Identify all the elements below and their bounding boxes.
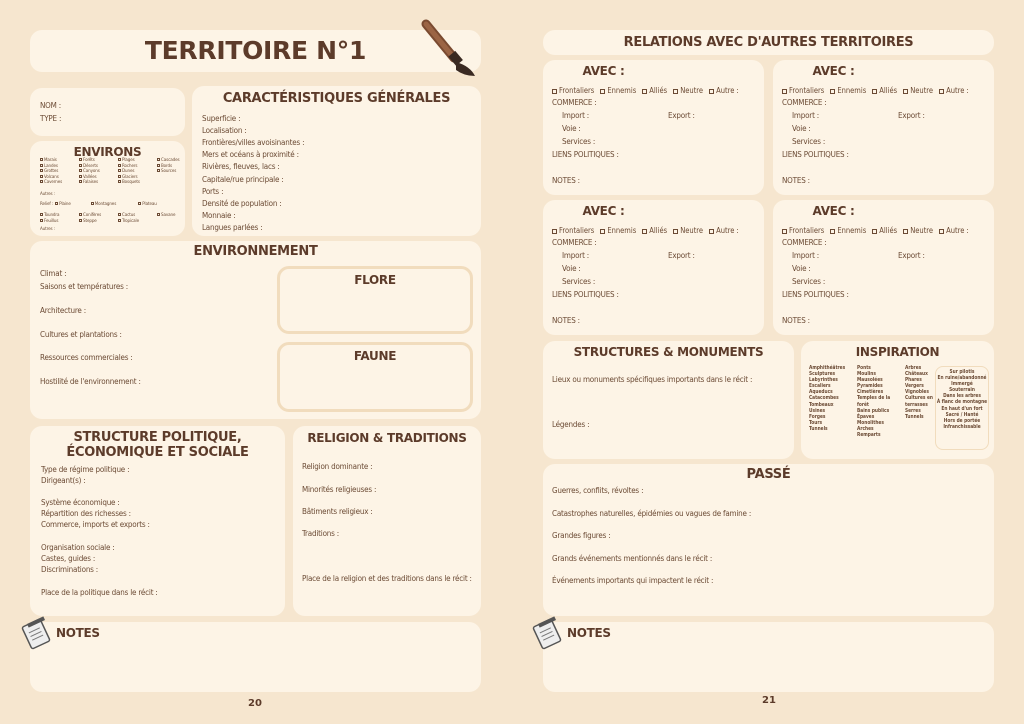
checkbox-icon[interactable] (830, 229, 835, 234)
passe-line: Guerres, conflits, révoltes : (552, 486, 644, 495)
inspiration-title: INSPIRATION (855, 345, 940, 359)
climat-option-label: Cactus (122, 213, 136, 218)
environs-option-label: Forêts (83, 158, 95, 163)
voie-label: Voie : (792, 264, 811, 273)
checkbox-icon[interactable] (552, 89, 557, 94)
liens-label: LIENS POLITIQUES : (782, 150, 849, 159)
relation-option: Ennemis (607, 86, 637, 95)
relief-row (40, 202, 179, 208)
religion-line: Place de la religion et des traditions dans le récit : (302, 574, 472, 583)
checkbox-icon[interactable] (600, 89, 605, 94)
environnement-line: Cultures et plantations : (40, 330, 122, 339)
relation-option: Ennemis (837, 86, 867, 95)
export-label: Export : (898, 111, 925, 120)
environs-title: ENVIRONS (73, 145, 142, 159)
services-label: Services : (562, 137, 596, 146)
environs-autres: Autres : (40, 192, 55, 197)
checkbox-icon[interactable] (157, 169, 160, 172)
checkbox-icon[interactable] (642, 229, 647, 234)
checkbox-icon[interactable] (118, 164, 121, 167)
relation-option: Ennemis (837, 226, 867, 235)
politique-title-line1: STRUCTURE POLITIQUE, (73, 430, 242, 445)
checkbox-icon[interactable] (138, 202, 141, 205)
voie-label: Voie : (792, 124, 811, 133)
relation-checkboxes (782, 226, 975, 236)
environs-option-label: Marais (44, 158, 57, 163)
relation-option: Alliés (649, 226, 668, 235)
checkbox-icon[interactable] (79, 175, 82, 178)
climat-option (157, 213, 175, 219)
checkbox-icon[interactable] (40, 158, 43, 161)
commerce-label: COMMERCE : (552, 238, 597, 247)
relations-title: RELATIONS AVEC D'AUTRES TERRITOIRES (623, 35, 914, 50)
environs-option-label: Cascades (161, 158, 180, 163)
export-label: Export : (668, 111, 695, 120)
passe-line: Événements importants qui impactent le récit : (552, 576, 714, 585)
export-label: Export : (668, 251, 695, 260)
passe-line: Grandes figures : (552, 531, 611, 540)
import-label: Import : (792, 251, 819, 260)
inspiration-col4: Sur pilotis En ruine/abandonné Immergé Souterrain Dans les arbres À flanc de montagne En haut d'un fort Sacré / Hanté Hors de portée Infranchissable (936, 370, 988, 430)
caracteristique-line: Langues parlées : (202, 222, 263, 232)
checkbox-icon[interactable] (118, 219, 121, 222)
checkbox-icon[interactable] (118, 169, 121, 172)
faune-title: FAUNE (353, 349, 397, 363)
checkbox-icon[interactable] (40, 180, 43, 183)
relation-option: Frontaliers (559, 226, 595, 235)
checkbox-icon[interactable] (118, 213, 121, 216)
relation-option: Alliés (649, 86, 668, 95)
checkbox-icon[interactable] (830, 89, 835, 94)
liens-label: LIENS POLITIQUES : (552, 290, 619, 299)
page-title: TERRITOIRE N°1 (144, 36, 367, 65)
climat-option-label: Steppe (83, 219, 97, 224)
inspiration-col1: Amphithéâtres Sculptures Labyrinthes Escaliers Aqueducs Catacombes Tombeaux Usines Forges Tours Tunnels (809, 366, 846, 432)
structures-title: STRUCTURES & MONUMENTS (573, 345, 764, 359)
checkbox-icon[interactable] (709, 229, 714, 234)
relation-option: Autre : (716, 226, 739, 235)
environs-option-label: Plages (122, 158, 135, 163)
relation-option: Alliés (879, 86, 898, 95)
checkbox-icon[interactable] (939, 89, 944, 94)
climat-option-label: Feuillus (44, 219, 59, 224)
caracteristique-line: Capitale/rue principale : (202, 174, 284, 184)
avec-title: AVEC : (582, 64, 625, 78)
relation-checkboxes (552, 226, 745, 236)
checkbox-icon[interactable] (40, 175, 43, 178)
checkbox-icon[interactable] (782, 89, 787, 94)
avec-title: AVEC : (582, 204, 625, 218)
environs-option (157, 169, 176, 175)
checkbox-icon[interactable] (872, 89, 877, 94)
relief-label: Relief : (40, 202, 54, 207)
services-label: Services : (562, 277, 596, 286)
checkbox-icon[interactable] (118, 180, 121, 183)
import-label: Import : (562, 111, 589, 120)
checkbox-icon[interactable] (709, 89, 714, 94)
climat-option (118, 213, 135, 219)
checkbox-icon[interactable] (157, 158, 160, 161)
avec-notes-label: NOTES : (552, 316, 580, 325)
environs-option (40, 180, 62, 186)
commerce-label: COMMERCE : (552, 98, 597, 107)
environs-option-label: Canyons (83, 169, 100, 175)
caracteristique-line: Frontières/villes avoisinantes : (202, 138, 305, 148)
checkbox-icon[interactable] (79, 169, 82, 172)
relation-option: Neutre (910, 86, 934, 95)
passe-title: PASSÉ (746, 467, 791, 482)
relation-option: Autre : (716, 86, 739, 95)
environnement-title: ENVIRONNEMENT (193, 244, 318, 259)
religion-box (293, 426, 481, 616)
services-label: Services : (792, 277, 826, 286)
climat-option (118, 219, 139, 225)
environnement-line: Architecture : (40, 306, 86, 315)
relief-option: Plateau (142, 202, 157, 207)
voie-label: Voie : (562, 264, 581, 273)
import-label: Import : (792, 111, 819, 120)
environs-option-label: Rochers (122, 163, 138, 169)
environs-option-label: Vallées (83, 174, 97, 180)
caracteristique-line: Mers et océans à proximité : (202, 150, 299, 160)
caracteristique-line: Localisation : (202, 126, 247, 136)
environnement-line: Hostilité de l'environnement : (40, 377, 141, 386)
religion-line: Religion dominante : (302, 462, 373, 471)
import-label: Import : (562, 251, 589, 260)
relation-option: Neutre (680, 226, 704, 235)
checkbox-icon[interactable] (118, 175, 121, 178)
checkbox-icon[interactable] (40, 219, 43, 222)
environs-autres-2: Autres : (40, 227, 55, 232)
voie-label: Voie : (562, 124, 581, 133)
identity-box (30, 88, 185, 136)
climat-option (79, 213, 101, 219)
liens-label: LIENS POLITIQUES : (782, 290, 849, 299)
caracteristique-line: Densité de population : (202, 198, 282, 208)
avec-notes-label: NOTES : (782, 316, 810, 325)
checkbox-icon[interactable] (903, 229, 908, 234)
climat-option-label: Tropicale (122, 219, 139, 224)
structures-lieux: Lieux ou monuments spécifiques importants dans le récit : (552, 375, 753, 384)
avec-title: AVEC : (812, 204, 855, 218)
avec-notes-label: NOTES : (782, 176, 810, 185)
checkbox-icon[interactable] (642, 89, 647, 94)
checkbox-icon[interactable] (903, 89, 908, 94)
relation-option: Autre : (946, 226, 969, 235)
politique-line: Discriminations : (41, 565, 99, 574)
politique-line: Répartition des richesses : (41, 509, 131, 518)
checkbox-icon[interactable] (79, 158, 82, 161)
environs-option-label: Sources (161, 169, 177, 175)
page-number-right: 21 (762, 695, 776, 706)
checkbox-icon[interactable] (157, 164, 160, 167)
checkbox-icon[interactable] (673, 89, 678, 94)
checkbox-icon[interactable] (55, 202, 58, 205)
politique-line: Organisation sociale : (41, 543, 115, 552)
nom-label: NOM : (40, 101, 61, 110)
environs-option-label: Landes (44, 163, 58, 169)
climat-option (40, 219, 58, 225)
climat-option (40, 213, 59, 219)
export-label: Export : (898, 251, 925, 260)
notes-title-right: NOTES (567, 626, 611, 640)
environs-option-label: Falaises (83, 180, 99, 186)
relation-option: Neutre (680, 86, 704, 95)
relation-option: Neutre (910, 226, 934, 235)
relation-option: Frontaliers (789, 226, 825, 235)
relation-option: Frontaliers (789, 86, 825, 95)
page-number-left: 20 (248, 698, 262, 709)
politique-line: Castes, guides : (41, 554, 96, 563)
checkbox-icon[interactable] (600, 229, 605, 234)
relief-option: Montagnes (94, 202, 117, 207)
commerce-label: COMMERCE : (782, 98, 827, 107)
environnement-line: Saisons et températures : (40, 282, 128, 291)
avec-title: AVEC : (812, 64, 855, 78)
environs-option-label: Volcans (44, 174, 59, 180)
religion-line: Traditions : (302, 529, 340, 538)
checkbox-icon[interactable] (40, 164, 43, 167)
environs-option-label: Bords (161, 163, 173, 169)
politique-title-line2: ÉCONOMIQUE ET SOCIALE (66, 445, 249, 460)
notepad-icon (20, 616, 54, 650)
commerce-label: COMMERCE : (782, 238, 827, 247)
paintbrush-icon (420, 18, 480, 80)
environnement-line: Ressources commerciales : (40, 353, 133, 362)
caracteristique-line: Ports : (202, 186, 224, 196)
environs-option-label: Déserts (83, 163, 98, 169)
type-label: TYPE : (40, 114, 62, 123)
checkbox-icon[interactable] (552, 229, 557, 234)
climat-option-label: Toundra (44, 213, 60, 218)
checkbox-icon[interactable] (872, 229, 877, 234)
politique-line: Type de régime politique : (41, 465, 130, 474)
checkbox-icon[interactable] (79, 180, 82, 183)
environs-option-label: Glaciers (122, 174, 138, 180)
relief-option: Plaine (59, 202, 71, 207)
relation-checkboxes (782, 86, 975, 96)
checkbox-icon[interactable] (79, 164, 82, 167)
climat-option-label: Conifères (83, 213, 102, 218)
politique-line: Système économique : (41, 498, 120, 507)
passe-line: Grands événements mentionnés dans le récit : (552, 554, 713, 563)
environs-option-label: Dunes (122, 169, 135, 175)
caracteristique-line: Superficie : (202, 114, 241, 123)
religion-line: Minorités religieuses : (302, 485, 377, 494)
politique-line: Place de la politique dans le récit : (41, 588, 158, 597)
checkbox-icon[interactable] (91, 202, 94, 205)
caracteristique-line: Rivières, fleuves, lacs : (202, 162, 280, 172)
climat-option (79, 219, 97, 225)
notepad-icon (531, 616, 565, 650)
religion-title: RELIGION & TRADITIONS (307, 431, 467, 445)
relation-option: Alliés (879, 226, 898, 235)
checkbox-icon[interactable] (40, 213, 43, 216)
relation-option: Ennemis (607, 226, 637, 235)
politique-line: Dirigeant(s) : (41, 476, 86, 485)
environs-option (118, 180, 140, 186)
environs-option-label: Cavernes (44, 180, 63, 186)
environs-option-label: Bosquets (122, 180, 140, 186)
inspiration-col2: Ponts Moulins Mausolées Pyramides Cimetières Temples de la forêt Bains publics Épaves Monolithes Arches Remparts (857, 366, 891, 439)
checkbox-icon[interactable] (939, 229, 944, 234)
environnement-line: Climat : (40, 269, 67, 278)
notes-title-left: NOTES (56, 626, 100, 640)
checkbox-icon[interactable] (118, 158, 121, 161)
climat-option-label: Savane (161, 213, 176, 218)
politique-line: Commerce, imports et exports : (41, 520, 150, 529)
checkbox-icon[interactable] (782, 229, 787, 234)
caracteristiques-title: CARACTÉRISTIQUES GÉNÉRALES (222, 91, 451, 106)
flore-title: FLORE (354, 273, 396, 287)
checkbox-icon[interactable] (157, 213, 160, 216)
structures-legendes: Légendes : (552, 420, 590, 429)
religion-line: Bâtiments religieux : (302, 507, 373, 516)
checkbox-icon[interactable] (40, 169, 43, 172)
passe-line: Catastrophes naturelles, épidémies ou vagues de famine : (552, 509, 752, 518)
avec-notes-label: NOTES : (552, 176, 580, 185)
relation-option: Frontaliers (559, 86, 595, 95)
environs-option-label: Grottes (44, 169, 59, 175)
relation-checkboxes (552, 86, 745, 96)
checkbox-icon[interactable] (79, 219, 82, 222)
liens-label: LIENS POLITIQUES : (552, 150, 619, 159)
services-label: Services : (792, 137, 826, 146)
checkbox-icon[interactable] (79, 213, 82, 216)
inspiration-col3: Arbres Châteaux Phares Vergers Vignobles Cultures en terrasses Serres Tunnels (905, 366, 933, 420)
caracteristique-line: Monnaie : (202, 210, 236, 220)
checkbox-icon[interactable] (673, 229, 678, 234)
relation-option: Autre : (946, 86, 969, 95)
environs-option (79, 180, 98, 186)
